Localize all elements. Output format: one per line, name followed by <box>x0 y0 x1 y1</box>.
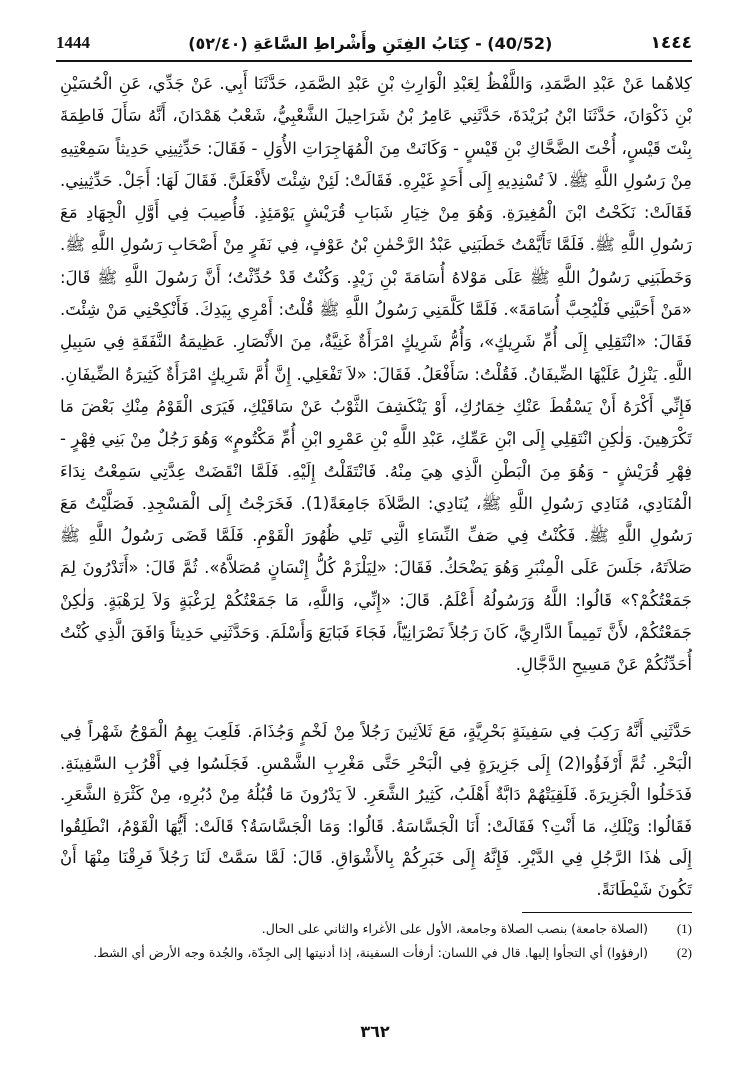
page-number-latin: 1444 <box>56 33 90 52</box>
header-rule <box>56 60 692 62</box>
footnotes <box>58 918 692 966</box>
footnote-number: (1) <box>676 921 692 936</box>
page-footer-number: ٣٦٢ <box>360 1022 390 1041</box>
page-header <box>56 28 692 58</box>
main-text-continued <box>60 716 692 905</box>
footnote <box>58 942 692 964</box>
footnote-rule <box>522 912 692 913</box>
footnote-number: (2) <box>676 945 692 960</box>
main-text <box>60 68 692 682</box>
footnote-text: (ارفؤوا) أي التجأوا إليها. قال في اللسان: أرفأت السفينة، إذا أدنيتها إلى الجِدّة، والجُدة وجه الأرض أي الشط. <box>93 945 648 960</box>
hadith-paragraph: حَدَّثَنِي أَنَّهُ رَكِبَ فِي سَفِينَةٍ بَحْرِيَّةٍ، مَعَ ثَلاَثِينَ رَجُلاً مِنْ لَخْمٍ وَجُذَامَ. فَلَعِبَ بِهِمُ الْمَوْجُ شَهْراً فِي الْبَحْرِ. ثُمَّ أَرْفَؤُوا(2) إِلَى جَزِيرَةٍ فِي الْبَحْرِ حَتَّى مَغْرِبِ الشَّمْسِ. فَجَلَسُوا فِي أَقْرُبِ السَّفِينَةِ. فَدَخَلُوا الْجَزِيرَةَ. فَلَقِيَتْهُمْ دَابَّةٌ أَهْلَبُ، كَثِيرُ الشَّعَرِ. لاَ يَدْرُونَ مَا قُبُلُهُ مِنْ دُبُرِهِ، مِنْ كَثْرَةِ الشَّعَرِ. فَقَالُوا: وَيْلَكِ، مَا أَنْتِ؟ فَقَالَتْ: أَنَا الْجَسَّاسَةُ. قَالُوا: وَمَا الْجَسَّاسَةُ؟ قَالَتْ: أَيُّهَا الْقَوْمُ، انْطَلِقُوا إِلَى هٰذَا الرَّجُلِ فِي الدَّيْرِ. فَإِنَّهُ إِلَى خَبَرِكُمْ بِالأَشْوَاقِ. قَالَ: لَمَّا سَمَّتْ لَنَا رَجُلاً فَرِقْنَا مِنْهَا أَنْ تَكُونَ شَيْطَانَةً. <box>60 722 693 899</box>
hadith-paragraph: كِلاهُما عَنْ عَبْدِ الصَّمَدِ، وَاللَّفْظُ لِعَبْدِ الْوَارِثِ بْنِ عَبْدِ الصَّمَدِ، حَدَّثَنَا أَبِي. عَنْ جَدِّي، عَنِ الْحُسَيْنِ بْنِ ذَكْوَانَ، حَدَّثَنَا ابْنُ بُرَيْدَةَ، حَدَّثَنِي عَامِرُ بْنُ شَرَاحِيلَ الشَّعْبِيُّ، شَعْبُ هَمْدَانَ، أَنَّهُ سَأَلَ فَاطِمَةَ بِنْتَ قَيْسٍ، أُخْتَ الضَّحَّاكِ بْنِ قَيْسٍ - وَكَانَتْ مِنَ الْمُهَاجِرَاتِ الأُوَلِ - فَقَالَ: حَدِّثِينِي حَدِيثاً سَمِعْتِيهِ مِنْ رَسُولِ اللَّهِ ﷺ. لاَ تُسْنِدِيهِ إِلَى أَحَدٍ غَيْرِهِ. فَقَالَتْ: لَئِنْ شِئْتَ لأَفْعَلَنَّ. فَقَالَ لَهَا: أَجَلْ. حَدِّثِينِي. فَقَالَتْ: نَكَحْتُ ابْنَ الْمُغِيرَةِ. وَهُوَ مِنْ خِيَارِ شَبَابِ قُرَيْشٍ يَوْمَئِذٍ. فَأُصِيبَ فِي أَوَّلِ الْجِهَادِ مَعَ رَسُولِ اللَّهِ ﷺ. فَلَمَّا تَأَيَّمْتُ خَطَبَنِي عَبْدُ الرَّحْمٰنِ بْنُ عَوْفٍ، فِي نَفَرٍ مِنْ أَصْحَابِ رَسُولِ اللَّهِ ﷺ. وَخَطَبَنِي رَسُولُ اللَّهِ ﷺ عَلَى مَوْلاهُ أُسَامَةَ بْنِ زَيْدٍ. وَكُنْتُ قَدْ حُدِّثْتُ؛ أَنَّ رَسُولَ اللَّهِ ﷺ قَالَ: «مَنْ أَحَبَّنِي فَلْيُحِبَّ أُسَامَةَ». فَلَمَّا كَلَّمَنِي رَسُولُ اللَّهِ ﷺ قُلْتُ: أَمْرِي بِيَدِكَ. فَأَنْكِحْنِي مَنْ شِئْتَ. فَقَالَ: «انْتَقِلِي إِلَى أُمِّ شَرِيكٍ»، وَأُمُّ شَرِيكٍ امْرَأَةٌ غَنِيَّةٌ، مِنَ الأَنْصَارِ. عَظِيمَةُ النَّفَقَةِ فِي سَبِيلِ اللَّهِ. يَنْزِلُ عَلَيْهَا الضِّيفَانُ. فَقُلْتُ: سَأَفْعَلُ. فَقَالَ: «لاَ تَفْعَلِي. إِنَّ أُمَّ شَرِيكٍ امْرَأَةٌ كَثِيرَةُ الضِّيفَانِ. فَإِنِّي أَكْرَهُ أَنْ يَسْقُطَ عَنْكِ خِمَارُكِ، أَوْ يَنْكَشِفَ الثَّوْبُ عَنْ سَاقَيْكِ، فَيَرَى الْقَوْمُ مِنْكِ بَعْضَ مَا تَكْرَهِينَ. وَلٰكِنِ انْتَقِلِي إِلَى ابْنِ عَمِّكِ، عَبْدِ اللَّهِ بْنِ عَمْرِو ابْنِ أُمِّ مَكْتُومٍ» وَهُوَ رَجُلٌ مِنْ بَنِي فِهْرٍ - فِهْرِ قُرَيْشٍ - وَهُوَ مِنَ الْبَطْنِ الَّذِي هِيَ مِنْهُ. فَانْتَقَلْتُ إِلَيْهِ. فَلَمَّا انْقَضَتْ عِدَّتِي سَمِعْتُ نِدَاءَ الْمُنَادِي، مُنَادِي رَسُولِ اللَّهِ ﷺ، يُنَادِي: الصَّلاَةَ جَامِعَةً(1). فَخَرَجْتُ إِلَى الْمَسْجِدِ. فَصَلَّيْتُ مَعَ رَسُولِ اللَّهِ ﷺ. فَكُنْتُ فِي صَفِّ النِّسَاءِ الَّتِي تَلِي ظُهُورَ الْقَوْمِ. فَلَمَّا قَضَى رَسُولُ اللَّهِ ﷺ صَلاَتَهُ، جَلَسَ عَلَى الْمِنْبَرِ وَهُوَ يَضْحَكُ. فَقَالَ: «لِيَلْزَمْ كُلُّ إِنْسَانٍ مُصَلاَّهُ». ثُمَّ قَالَ: «أَتَدْرُونَ لِمَ جَمَعْتُكُمْ؟» قَالُوا: اللَّهُ وَرَسُولُهُ أَعْلَمُ. قَالَ: «إِنِّي، وَاللَّهِ، مَا جَمَعْتُكُمْ لِرَغْبَةٍ وَلاَ لِرَهْبَةٍ. وَلٰكِنْ جَمَعْتُكُمْ، لأَنَّ تَمِيماً الدَّارِيَّ، كَانَ رَجُلاً نَصْرَانِيّاً، فَجَاءَ فَبَايَعَ وَأَسْلَمَ. وَحَدَّثَنِي حَدِيثاً وَافَقَ الَّذِي كُنْتُ أُحَدِّثُكُمْ عَنْ مَسِيحِ الدَّجَّالِ. <box>60 74 692 675</box>
running-title: (40/52) - كِتَابُ الفِتَنِ وأَشْراطِ السَّاعَةِ (٥٢/٤٠) <box>188 33 553 53</box>
footnote <box>58 918 692 940</box>
page-number-arabic: ١٤٤٤ <box>650 33 692 53</box>
footnote-text: (الصلاة جامعة) بنصب الصلاة وجامعة، الأول على الأغراء والثاني على الحال. <box>261 921 648 936</box>
